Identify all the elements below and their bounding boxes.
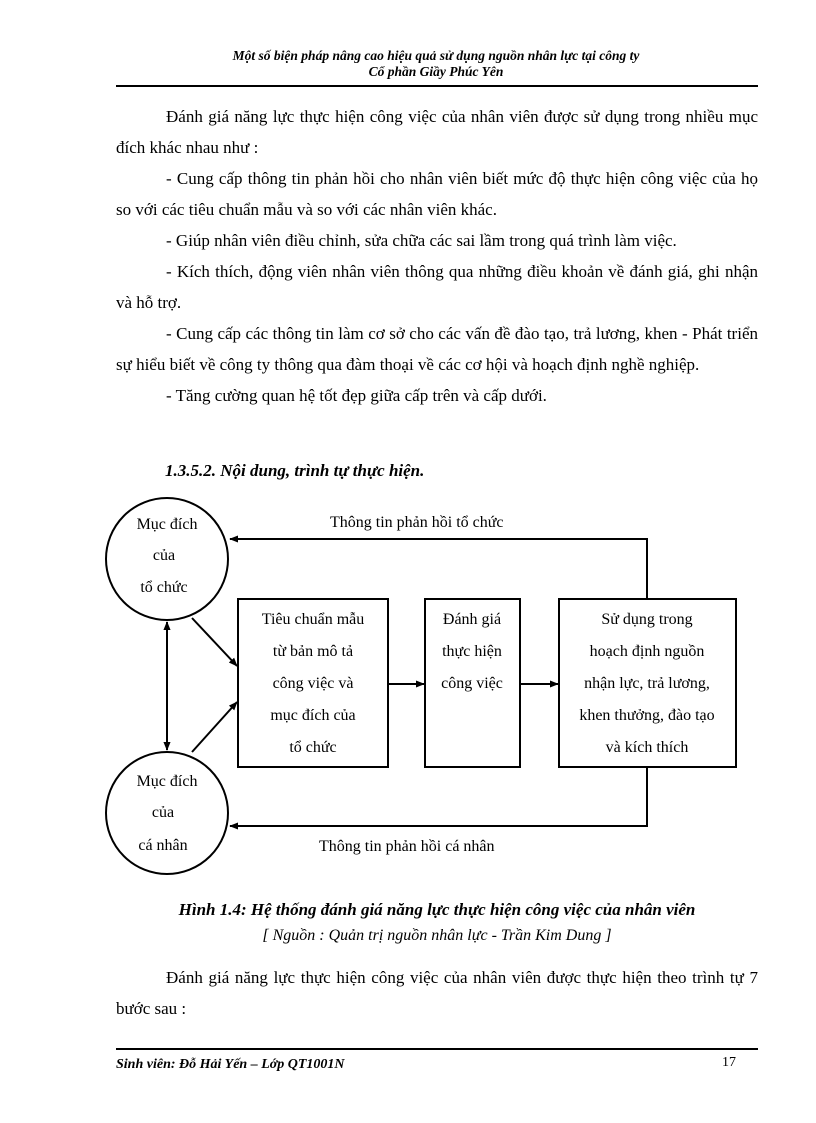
- personal-circle-line-3: cá nhân: [138, 837, 188, 854]
- bullet-motivate: - Kích thích, động viên nhân viên thông qua những điều khoản về đánh giá, ghi nhận và hỗ trợ.: [116, 262, 758, 312]
- use-line-3: nhận lực, trả lương,: [584, 675, 710, 692]
- use-line-5: và kích thích: [605, 739, 689, 756]
- standards-line-5: tổ chức: [289, 739, 337, 756]
- org-circle-line-3: tổ chức: [140, 579, 188, 596]
- standards-line-4: mục đích của: [270, 707, 356, 724]
- intro-paragraph: Đánh giá năng lực thực hiện công việc của nhân viên được sử dụng trong nhiều mục đích khác nhau như :: [116, 107, 758, 157]
- steps-paragraph: Đánh giá năng lực thực hiện công việc của nhân viên được thực hiện theo trình tự 7 bước sau :: [116, 968, 758, 1018]
- steps-intro: [116, 962, 758, 1024]
- evaluate-line-2: thực hiện: [442, 643, 502, 660]
- evaluate-line-3: công việc: [441, 675, 503, 692]
- personal-circle-line-2: của: [151, 804, 175, 821]
- evaluate-line-1: Đánh giá: [442, 611, 502, 628]
- header-line-1: Một số biện pháp nâng cao hiệu quả sử dụng nguồn nhân lực tại công ty: [232, 48, 640, 63]
- use-line-2: hoạch định nguồn: [589, 643, 705, 660]
- bullet-information: - Cung cấp các thông tin làm cơ sở cho các vấn đề đào tạo, trả lương, khen - Phát triển sự hiểu biết về công ty thông qua đàm thoại về các cơ hội và hoạch định nghề nghiệp.: [116, 324, 758, 374]
- arrow-org-to-standards: [192, 618, 237, 666]
- footer-divider: [116, 1048, 758, 1050]
- standards-line-3: công việc và: [272, 675, 354, 692]
- header-divider: [116, 85, 758, 87]
- bullet-feedback: - Cung cấp thông tin phản hồi cho nhân viên biết mức độ thực hiện công việc của họ so với các tiêu chuẩn mẫu và so với các nhân viên khác.: [116, 169, 758, 219]
- bullet-correct: - Giúp nhân viên điều chỉnh, sửa chữa các sai lầm trong quá trình làm việc.: [166, 231, 677, 250]
- standards-line-2: từ bản mô tả: [272, 643, 354, 660]
- intro-section: [116, 101, 758, 411]
- org-feedback-label: Thông tin phản hồi tổ chức: [330, 514, 504, 531]
- standards-line-1: Tiêu chuẩn mẫu: [261, 611, 365, 628]
- use-line-1: Sử dụng trong: [601, 611, 693, 628]
- org-circle-line-1: Mục đích: [136, 516, 198, 533]
- arrow-personal-to-standards: [192, 702, 237, 752]
- org-feedback-loop: [230, 539, 647, 599]
- bullet-relations: - Tăng cường quan hệ tốt đẹp giữa cấp trên và cấp dưới.: [166, 386, 547, 405]
- personal-feedback-loop: [230, 767, 647, 826]
- section-heading: 1.3.5.2. Nội dung, trình tự thực hiện.: [165, 461, 425, 480]
- page-number: 17: [722, 1055, 736, 1070]
- footer-student: Sinh viên: Đỗ Hải Yến – Lớp QT1001N: [116, 1057, 345, 1072]
- header-line-2: Cổ phần Giầy Phúc Yên: [368, 64, 504, 79]
- use-line-4: khen thưởng, đào tạo: [579, 707, 715, 724]
- personal-feedback-label: Thông tin phản hồi cá nhân: [319, 838, 495, 855]
- running-header: [116, 48, 756, 80]
- personal-circle-line-1: Mục đích: [136, 773, 198, 790]
- figure-source: [ Nguồn : Quản trị nguồn nhân lực - Trần Kim Dung ]: [262, 927, 612, 944]
- figure-caption: Hình 1.4: Hệ thống đánh giá năng lực thực hiện công việc của nhân viên: [178, 900, 696, 919]
- org-circle-line-2: của: [152, 547, 176, 564]
